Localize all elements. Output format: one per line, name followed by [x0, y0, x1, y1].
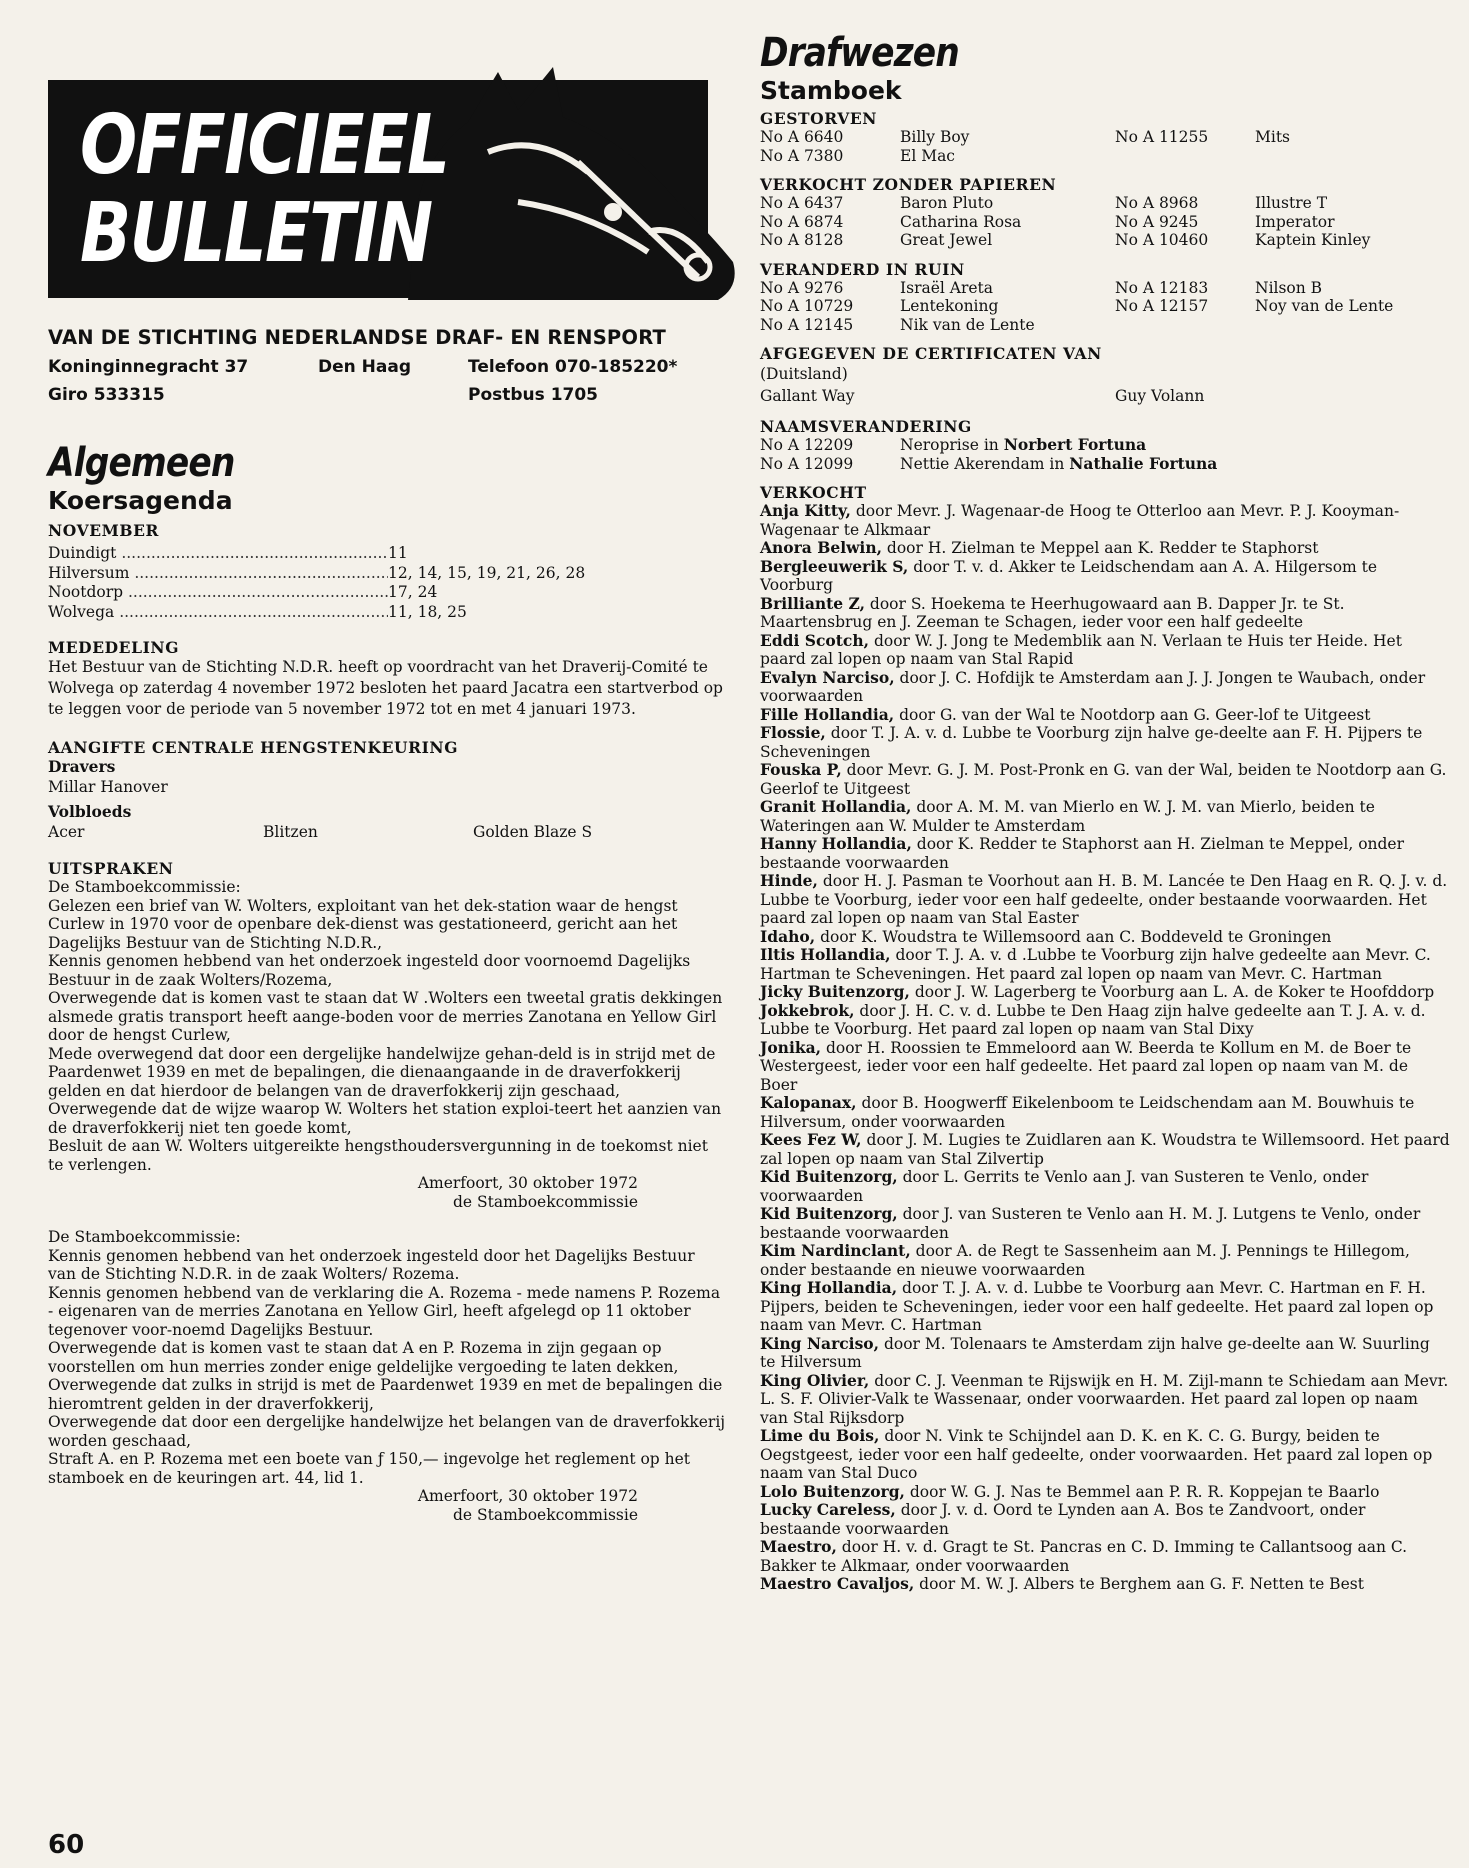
volbloed-item: Blitzen	[263, 823, 318, 841]
horse-name: Kid Buitenzorg,	[760, 1167, 898, 1186]
uitspraak-1-place: Amerfoort, 30 oktober 1972	[417, 1174, 638, 1192]
verkocht-text: door Mevr. J. Wagenaar-de Hoog te Otterloo aan Mevr. P. J. Kooyman-Wagenaar te Alkmaar	[760, 502, 1400, 539]
subtitle-stamboek: Stamboek	[760, 76, 902, 105]
horse-name: Anja Kitty,	[760, 501, 851, 520]
verkocht-text: door W. G. J. Nas te Bemmel aan P. R. R. Koppejan te Baarlo	[904, 1482, 1380, 1501]
stamboek-name: Kaptein Kinley	[1255, 231, 1371, 249]
page-number: 60	[48, 1830, 85, 1860]
aangifte-heading: AANGIFTE CENTRALE HENGSTENKEURING	[48, 738, 459, 757]
agenda-row	[48, 564, 726, 584]
stamboek-number	[1115, 147, 1255, 166]
uitspraak-paragraph: Overwegende dat is komen vast te staan dat W .Wolters een tweetal gratis dekkingen alsmede gratis transport heeft aange-boden voor de merries Zanotana en Yellow Girl door de hengst Curlew,	[48, 989, 723, 1044]
verkocht-entry	[760, 1501, 1450, 1538]
agenda-month: NOVEMBER	[48, 521, 159, 540]
org-header	[48, 326, 738, 405]
cert-row	[760, 385, 1450, 407]
section-title-drafwezen: Drafwezen	[760, 30, 959, 76]
dravers-value: Millar Hanover	[48, 778, 168, 796]
verkocht-entry	[760, 1242, 1450, 1279]
verkocht-list	[760, 502, 1450, 1594]
stamboek-number: No A 6437	[760, 194, 844, 212]
verkocht-entry	[760, 724, 1450, 761]
naam-row	[760, 436, 1450, 455]
verkocht-text: door A. de Regt te Sassenheim aan M. J. Pennings te Hillegom, onder bestaande en nieuwe voorwaarden	[760, 1242, 1410, 1279]
horse-name: Jokkebrok,	[760, 1000, 855, 1020]
stamboek-number	[1115, 316, 1255, 335]
stamboek-name: El Mac	[900, 146, 955, 165]
verkocht-entry	[760, 595, 1450, 632]
logo-title	[80, 98, 449, 281]
naam-old: Neroprise in	[900, 436, 1004, 454]
stamboek-name: Nik van de Lente	[900, 315, 1035, 334]
horse-name: Lime du Bois,	[760, 1426, 880, 1445]
verkocht-entry	[760, 1279, 1450, 1335]
stamboek-name: Noy van de Lente	[1255, 297, 1394, 315]
stamboek-number: No A 6874	[760, 212, 844, 231]
horse-name: Eddi Scotch,	[760, 630, 870, 650]
stamboek-name: Catharina Rosa	[900, 212, 1022, 231]
verkocht-text: door J. van Susteren te Venlo aan H. M. J. Lutgens te Venlo, onder bestaande voorwaarden	[760, 1205, 1421, 1242]
stamboek-number: No A 7380	[760, 146, 844, 165]
horse-name: Iltis Hollandia,	[760, 945, 891, 964]
mededeling-heading: MEDEDELING	[48, 638, 180, 657]
left-column	[48, 440, 726, 1525]
horse-name: Granit Hollandia,	[760, 797, 912, 816]
stamboek-number: No A 8128	[760, 231, 844, 249]
horse-name: King Hollandia,	[760, 1278, 898, 1297]
naam-row	[760, 455, 1450, 474]
uitspraak-paragraph: Straft A. en P. Rozema met een boete van ƒ 150,— ingevolge het reglement op het stamboek en de keuringen art. 44, lid 1.	[48, 1450, 691, 1487]
stamboek-row	[760, 316, 1450, 335]
stamboek-number: No A 10729	[760, 297, 854, 315]
ruin-heading: VERANDERD IN RUIN	[760, 259, 965, 279]
org-postbus: Postbus 1705	[468, 385, 599, 405]
verkocht-text: door J. C. Hofdijk te Amsterdam aan J. J. Jongen te Waubach, onder voorwaarden	[760, 668, 1426, 705]
verkocht-heading: VERKOCHT	[760, 483, 867, 502]
verkocht-text: door H. Roossien te Emmeloord aan W. Beerda te Kollum en M. de Boer te Westergeest, ieder voor een half gedeelte. Het paard zal lopen op naam van M. de Boer	[760, 1038, 1412, 1094]
stamboek-number: No A 12183	[1115, 278, 1209, 297]
verkocht-text: door T. J. A. v. d. Lubbe te Voorburg aan Mevr. C. Hartman en F. H. Pijpers, beiden te Scheveningen, ieder voor een half gedeelte. Het paard zal lopen op naam van Mevr. C. Hartman	[760, 1279, 1434, 1334]
logo-line-1: OFFICIEEL	[80, 98, 449, 193]
uitspraak-paragraph: Overwegende dat zulks in strijd is met de Paardenwet 1939 en met de bepalingen die hieromtrent gelden in der draverfokkerij,	[48, 1376, 723, 1413]
uitspraak-paragraph: Besluit de aan W. Wolters uitgereikte hengsthoudersvergunning in de toekomst niet te verlengen.	[48, 1137, 708, 1174]
verkocht-entry	[760, 1205, 1450, 1242]
horse-name: Idaho,	[760, 926, 816, 946]
stamboek-row	[760, 194, 1450, 213]
verkocht-text: door T. J. A. v. d. Lubbe te Voorburg zijn halve ge-deelte aan F. H. Pijpers te Scheveningen	[760, 724, 1423, 761]
horse-name: Jicky Buitenzorg,	[760, 982, 910, 1001]
agenda-place: Wolvega .....	[48, 603, 388, 623]
verkocht-text: door B. Hoogwerff Eikelenboom te Leidschendam aan M. Bouwhuis te Hilversum, onder voorwaarden	[760, 1094, 1415, 1131]
naam-new: Nathalie Fortuna	[1069, 453, 1218, 473]
verkocht-text: door T. v. d. Akker te Leidschendam aan A. A. Hilgersom te Voorburg	[760, 557, 1378, 594]
naam-table	[760, 436, 1450, 473]
agenda-row	[48, 544, 726, 564]
verkocht-entry	[760, 1372, 1450, 1428]
verkocht-entry	[760, 983, 1450, 1002]
stamboek-row	[760, 297, 1450, 316]
verkocht-entry	[760, 502, 1450, 539]
agenda-dates: 11	[388, 544, 408, 562]
naam-heading: NAAMSVERANDERING	[760, 417, 972, 436]
verkocht-entry	[760, 632, 1450, 669]
horse-name: Fouska P,	[760, 760, 842, 779]
uitspraak-2-place: Amerfoort, 30 oktober 1972	[417, 1487, 638, 1505]
stamboek-name: Mits	[1255, 128, 1291, 146]
right-column	[760, 30, 1450, 1594]
uitspraak-2-intro: De Stamboekcommissie:	[48, 1228, 241, 1246]
verkocht-entry	[760, 1483, 1450, 1502]
stamboek-name: Illustre T	[1255, 194, 1328, 212]
uitspraak-2-signature: de Stamboekcommissie	[452, 1506, 638, 1524]
verkocht-text: door Mevr. G. J. M. Post-Pronk en G. van der Wal, beiden te Nootdorp aan G. Geerlof te Uitgeest	[760, 761, 1447, 798]
agenda-place: Duindigt .....	[48, 544, 388, 564]
horse-name: Lucky Careless,	[760, 1500, 896, 1519]
horse-name: King Olivier,	[760, 1370, 870, 1390]
verkocht-text: door H. v. d. Gragt te St. Pancras en C. D. Imming te Callantsoog aan C. Bakker te Alkmaar, onder voorwaarden	[760, 1538, 1408, 1575]
verkocht-text: door L. Gerrits te Venlo aan J. van Susteren te Venlo, onder voorwaarden	[760, 1168, 1369, 1205]
verkocht-text: door J. H. C. v. d. Lubbe te Den Haag zijn halve gedeelte aan T. J. A. v. d. Lubbe te Voorburg. Het paard zal lopen op naam van Stal Dixy	[760, 1001, 1426, 1038]
stamboek-number: No A 9245	[1115, 212, 1199, 231]
horse-name: King Narciso,	[760, 1333, 880, 1353]
verkocht-entry	[760, 928, 1450, 947]
verkocht-entry	[760, 669, 1450, 706]
volbloed-item: Acer	[48, 823, 85, 841]
verkocht-entry	[760, 558, 1450, 595]
stamboek-name: Nilson B	[1255, 278, 1323, 297]
agenda-list	[48, 544, 726, 622]
org-name: VAN DE STICHTING NEDERLANDSE DRAF- EN RENSPORT	[48, 326, 667, 349]
horse-name: Fille Hollandia,	[760, 704, 895, 724]
gestorven-heading: GESTORVEN	[760, 109, 878, 128]
horse-name: Jonika,	[760, 1037, 822, 1057]
verkocht-entry	[760, 1335, 1450, 1372]
uitspraak-1-body	[48, 897, 726, 1175]
stamboek-name	[1255, 147, 1445, 166]
volbloed-item: Golden Blaze S	[473, 823, 593, 841]
stamboek-name: Israël Areta	[900, 278, 994, 297]
verkocht-text: door H. J. Pasman te Voorhout aan H. B. M. Lancée te Den Haag en R. Q. J. v. d. Lubbe te Voorburg, ieder voor een half gedeelte, onder bestaande voorwaarden. Het paard zal lopen op naam van Stal Easter	[760, 872, 1448, 927]
verkocht-entry	[760, 1168, 1450, 1205]
cert-item: Gallant Way	[760, 387, 855, 405]
naam-number: No A 12209	[760, 436, 854, 454]
uitspraak-paragraph: Overwegende dat de wijze waarop W. Wolters het station exploi-teert het aanzien van de draverfokkerij niet ten goede komt,	[48, 1100, 722, 1137]
verkocht-zp-table	[760, 194, 1450, 250]
horse-name: Bergleeuwerik S,	[760, 556, 909, 576]
verkocht-text: door W. J. Jong te Medemblik aan N. Verlaan te Huis ter Heide. Het paard zal lopen op naam van Stal Rapid	[760, 631, 1402, 668]
verkocht-text: door N. Vink te Schijndel aan D. K. en K. C. G. Burgy, beiden te Oegstgeest, ieder voor een half gedeelte, onder voorwaarden. Het paard zal lopen op naam van Stal Duco	[760, 1427, 1433, 1482]
stamboek-row	[760, 231, 1450, 250]
uitspraak-paragraph: Overwegende dat door een dergelijke handelwijze het belangen van de draverfokkerij worden geschaad,	[48, 1413, 726, 1450]
stamboek-row	[760, 128, 1450, 147]
horse-name: Kim Nardinclant,	[760, 1241, 911, 1260]
naam-change	[900, 455, 1217, 474]
stamboek-name: Billy Boy	[900, 128, 970, 146]
cert-country: (Duitsland)	[760, 365, 848, 383]
subtitle-koersagenda: Koersagenda	[48, 486, 233, 515]
verkocht-text: door C. J. Veenman te Rijswijk en H. M. Zijl-mann te Schiedam aan Mevr. L. S. F. Olivier-Valk te Wassenaar, onder voorwaarden. Het paard zal lopen op naam van Stal Rijksdorp	[760, 1371, 1449, 1427]
horse-name: Kalopanax,	[760, 1093, 857, 1112]
ruin-table	[760, 279, 1450, 335]
horse-name: Lolo Buitenzorg,	[760, 1481, 905, 1501]
cert-item: Guy Volann	[1115, 387, 1205, 405]
verkocht-entry	[760, 1131, 1450, 1168]
verkocht-entry	[760, 946, 1450, 983]
verkocht-entry	[760, 1427, 1450, 1483]
org-address: Koninginnegracht 37	[48, 357, 249, 377]
horse-name: Maestro,	[760, 1537, 837, 1556]
horse-name: Kees Fez W,	[760, 1130, 862, 1149]
agenda-dates: 17, 24	[388, 583, 438, 601]
verkocht-entry	[760, 1002, 1450, 1039]
stamboek-number: No A 8968	[1115, 194, 1199, 212]
agenda-dates: 12, 14, 15, 19, 21, 26, 28	[388, 563, 586, 582]
section-title-algemeen: Algemeen	[48, 440, 235, 486]
logo-line-2: BULLETIN	[80, 186, 432, 281]
verkocht-zp-heading: VERKOCHT ZONDER PAPIEREN	[760, 175, 1057, 194]
verkocht-entry	[760, 706, 1450, 725]
uitspraak-paragraph: Gelezen een brief van W. Wolters, exploitant van het dek-station waar de hengst Curlew in 1970 voor de openbare dek-dienst was gestationeerd, gericht aan het Dagelijks Bestuur van de Stichting N.D.R.,	[48, 896, 678, 952]
verkocht-text: door K. Redder te Staphorst aan H. Zielman te Meppel, onder bestaande voorwaarden	[760, 835, 1405, 872]
verkocht-text: door M. Tolenaars te Amsterdam zijn halve ge-deelte aan W. Suurling te Hilversum	[760, 1334, 1430, 1371]
verkocht-entry	[760, 539, 1450, 558]
agenda-dates: 11, 18, 25	[388, 602, 467, 621]
stamboek-row	[760, 147, 1450, 166]
verkocht-entry	[760, 798, 1450, 835]
horse-name: Evalyn Narciso,	[760, 667, 895, 687]
volbloeds-heading: Volbloeds	[48, 802, 132, 821]
stamboek-row	[760, 279, 1450, 298]
agenda-place: Nootdorp .....	[48, 583, 388, 603]
verkocht-entry	[760, 835, 1450, 872]
stamboek-number: No A 12157	[1115, 297, 1209, 315]
uitspraak-1-intro: De Stamboekcommissie:	[48, 878, 241, 896]
stamboek-name: Baron Pluto	[900, 194, 994, 212]
verkocht-text: door A. M. M. van Mierlo en W. J. M. van Mierlo, beiden te Wateringen aan W. Mulder te Amsterdam	[760, 798, 1375, 835]
org-giro: Giro 533315	[48, 385, 165, 405]
agenda-row	[48, 583, 726, 603]
verkocht-entry	[760, 761, 1450, 798]
verkocht-entry	[760, 1039, 1450, 1095]
verkocht-text: door J. v. d. Oord te Lynden aan A. Bos te Zandvoort, onder bestaande voorwaarden	[760, 1501, 1366, 1538]
naam-change	[900, 436, 1146, 455]
mededeling-text: Het Bestuur van de Stichting N.D.R. heeft op voordracht van het Draverij-Comité te Wolvega op zaterdag 4 november 1972 besloten het paard Jacatra een startverbod op te leggen voor de periode van 5 november 1972 tot en met 4 januari 1973.	[48, 658, 723, 718]
stamboek-name: Imperator	[1255, 212, 1335, 231]
uitspraak-paragraph: Kennis genomen hebbend van het onderzoek ingesteld door voornoemd Dagelijks Bestuur in de zaak Wolters/Rozema,	[48, 952, 691, 989]
verkocht-text: door J. W. Lagerberg te Voorburg aan L. A. de Koker te Hoofddorp	[909, 983, 1435, 1001]
agenda-place: Hilversum .....	[48, 564, 388, 584]
org-phone: Telefoon 070-185220*	[468, 357, 678, 377]
horse-name: Hanny Hollandia,	[760, 834, 912, 853]
naam-new: Norbert Fortuna	[1003, 435, 1147, 454]
stamboek-name: Lentekoning	[900, 297, 999, 315]
horse-name: Brilliante Z,	[760, 593, 865, 613]
horse-name: Kid Buitenzorg,	[760, 1204, 898, 1223]
uitspraken-heading: UITSPRAKEN	[48, 859, 174, 878]
uitspraak-paragraph: Kennis genomen hebbend van de verklaring die A. Rozema - mede namens P. Rozema - eigenaren van de merries Zanotana en Yellow Girl, heeft afgelegd op 11 oktober tegenover voor-noemd Dagelijks Bestuur.	[48, 1283, 721, 1339]
verkocht-entry	[760, 1538, 1450, 1575]
volbloeds-row	[48, 821, 726, 843]
stamboek-number: No A 10460	[1115, 231, 1209, 249]
stamboek-number: No A 9276	[760, 278, 844, 297]
verkocht-entry	[760, 872, 1450, 928]
dravers-heading: Dravers	[48, 757, 116, 776]
horse-name: Anora Belwin,	[760, 538, 882, 557]
uitspraak-paragraph: Kennis genomen hebbend van het onderzoek ingesteld door het Dagelijks Bestuur van de Stichting N.D.R. in de zaak Wolters/ Rozema.	[48, 1246, 695, 1283]
stamboek-number: No A 6640	[760, 128, 844, 146]
bulletin-logo	[48, 62, 738, 302]
uitspraak-2-body	[48, 1247, 726, 1488]
cert-heading: AFGEGEVEN DE CERTIFICATEN VAN	[760, 344, 1102, 363]
verkocht-text: door K. Woudstra te Willemsoord aan C. Boddeveld te Groningen	[815, 927, 1332, 946]
verkocht-text: door M. W. J. Albers te Berghem aan G. F. Netten te Best	[914, 1575, 1364, 1593]
uitspraak-paragraph: Mede overwegend dat door een dergelijke handelwijze gehan-deld is in strijd met de Paardenwet 1939 en met de bepalingen, die dienaangaande in de draverfokkerij gelden en dat hierdoor de belangen van de draverfokkerij zijn geschaad,	[48, 1044, 716, 1100]
stamboek-row	[760, 213, 1450, 232]
verkocht-text: door T. J. A. v. d .Lubbe te Voorburg zijn halve gedeelte aan Mevr. C. Hartman te Scheveningen. Het paard zal lopen op naam van Mevr. C. Hartman	[760, 946, 1431, 983]
gestorven-table	[760, 128, 1450, 165]
horse-name: Maestro Cavaljos,	[760, 1574, 915, 1593]
stamboek-name: Great Jewel	[900, 231, 993, 249]
naam-old: Nettie Akerendam in	[900, 454, 1070, 473]
uitspraak-paragraph: Overwegende dat is komen vast te staan dat A en P. Rozema in zijn gegaan op voorstellen om hun merries zonder enige geldelijke vergoeding te laten dekken,	[48, 1339, 679, 1376]
verkocht-text: door S. Hoekema te Heerhugowaard aan B. Dapper Jr. te St. Maartensbrug en J. Zeeman te Schagen, ieder voor een half gedeelte	[760, 594, 1345, 631]
naam-number: No A 12099	[760, 454, 854, 473]
stamboek-number: No A 12145	[760, 315, 854, 334]
agenda-row	[48, 603, 726, 623]
uitspraak-1-signature: de Stamboekcommissie	[452, 1193, 638, 1211]
verkocht-entry	[760, 1575, 1450, 1594]
stamboek-name	[1255, 316, 1445, 335]
org-city: Den Haag	[318, 357, 412, 377]
horse-name: Hinde,	[760, 871, 818, 890]
stamboek-number: No A 11255	[1115, 128, 1209, 146]
verkocht-entry	[760, 1094, 1450, 1131]
horse-name: Flossie,	[760, 723, 826, 742]
verkocht-text: door H. Zielman te Meppel aan K. Redder te Staphorst	[882, 539, 1319, 557]
verkocht-text: door J. M. Lugies te Zuidlaren aan K. Woudstra te Willemsoord. Het paard zal lopen op naam van Stal Zilvertip	[760, 1131, 1450, 1168]
verkocht-text: door G. van der Wal te Nootdorp aan G. Geer-lof te Uitgeest	[894, 705, 1371, 724]
